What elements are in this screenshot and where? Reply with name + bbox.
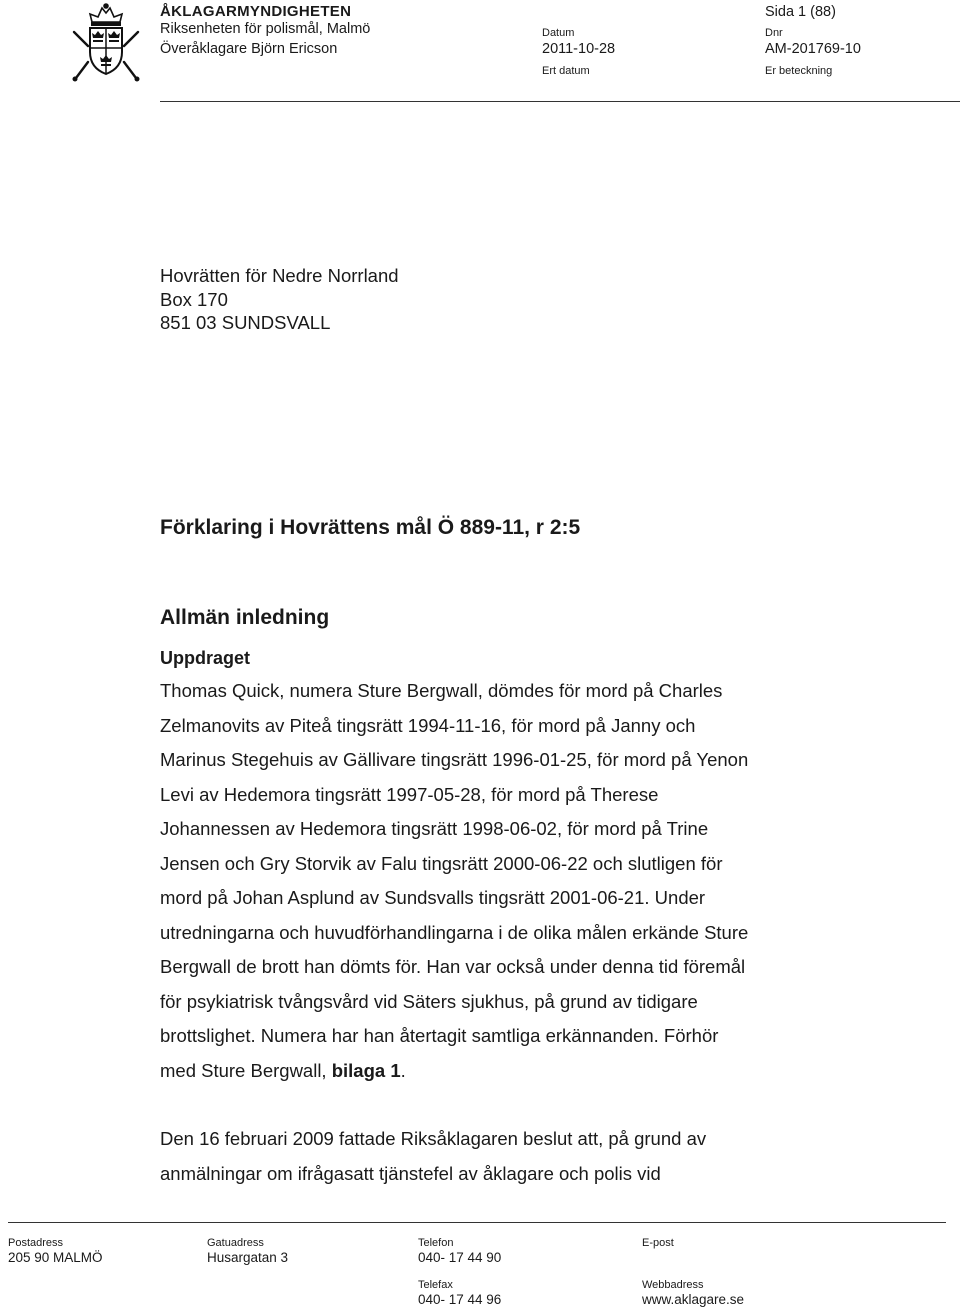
recipient-line-3: 851 03 SUNDSVALL <box>160 312 331 333</box>
paragraph-line: Bergwall de brott han dömts för. Han var också under denna tid föremål <box>160 956 746 977</box>
paragraph-line: Marinus Stegehuis av Gällivare tingsrätt 1996-01-25, för mord på Yenon <box>160 749 749 770</box>
footer-divider <box>8 1222 946 1223</box>
paragraph-line: Den 16 februari 2009 fattade Riksåklagaren beslut att, på grund av <box>160 1128 707 1149</box>
recipient-line-2: Box 170 <box>160 289 228 310</box>
paragraph-line: Zelmanovits av Piteå tingsrätt 1994-11-16, för mord på Janny och <box>160 714 696 736</box>
dnr-value: AM-201769-10 <box>765 41 861 57</box>
paragraph-line: brottslighet. Numera har han återtagit samtliga erkännanden. Förhör <box>160 1025 719 1046</box>
prosecutor-name: Överåklagare Björn Ericson <box>160 41 338 57</box>
header-divider <box>160 101 960 102</box>
section-heading: Allmän inledning <box>160 606 330 629</box>
page-number: Sida 1 (88) <box>765 4 836 20</box>
paragraph-line: för psykiatrisk tvångsvård vid Säters sjukhus, på grund av tidigare <box>160 990 698 1012</box>
postal-value: 205 90 MALMÖ <box>8 1250 103 1265</box>
phone-label: Telefon <box>418 1237 454 1249</box>
date-label: Datum <box>542 27 575 39</box>
your-date-label: Ert datum <box>542 65 590 77</box>
paragraph-line: utredningarna och huvudförhandlingarna i de olika målen erkände Sture <box>160 921 749 943</box>
unit-name: Riksenheten för polismål, Malmö <box>160 21 371 37</box>
dnr-label: Dnr <box>765 27 783 39</box>
recipient-line-1: Hovrätten för Nedre Norrland <box>160 265 399 286</box>
paragraph-1 <box>160 674 810 1088</box>
fax-label: Telefax <box>418 1279 453 1291</box>
paragraph-line: Thomas Quick, numera Sture Bergwall, dömdes för mord på Charles <box>160 680 723 701</box>
agency-name: ÅKLAGARMYNDIGHETEN <box>160 3 352 20</box>
paragraph-text: med Sture Bergwall, <box>160 1059 332 1081</box>
your-ref-label: Er beteckning <box>765 65 833 77</box>
fax-value: 040- 17 44 96 <box>418 1292 502 1307</box>
paragraph-line: anmälningar om ifrågasatt tjänstefel av åklagare och polis vid <box>160 1162 661 1184</box>
attachment-reference: bilaga 1 <box>331 1059 401 1081</box>
paragraph-2 <box>160 1122 810 1191</box>
web-label: Webbadress <box>642 1279 704 1291</box>
paragraph-line: mord på Johan Asplund av Sundsvalls tingsrätt 2001-06-21. Under <box>160 887 706 908</box>
email-label: E-post <box>642 1237 674 1249</box>
web-link[interactable]: www.aklagare.se <box>642 1292 745 1307</box>
date-value: 2011-10-28 <box>542 41 616 57</box>
street-value: Husargatan 3 <box>207 1250 289 1265</box>
paragraph-line: Jensen och Gry Storvik av Falu tingsrätt 2000-06-22 och slutligen för <box>160 852 723 874</box>
postal-label: Postadress <box>8 1237 64 1249</box>
document-title: Förklaring i Hovrättens mål Ö 889-11, r 2:5 <box>160 516 581 539</box>
paragraph-text: . <box>400 1059 406 1081</box>
swedish-coat-of-arms-logo <box>66 2 146 84</box>
paragraph-line: Johannessen av Hedemora tingsrätt 1998-06-02, för mord på Trine <box>160 818 709 839</box>
paragraph-line: Levi av Hedemora tingsrätt 1997-05-28, för mord på Therese <box>160 783 659 805</box>
street-label: Gatuadress <box>207 1237 264 1249</box>
phone-value: 040- 17 44 90 <box>418 1250 502 1265</box>
paragraph-line-last <box>160 1054 810 1089</box>
subsection-heading: Uppdraget <box>160 648 250 668</box>
